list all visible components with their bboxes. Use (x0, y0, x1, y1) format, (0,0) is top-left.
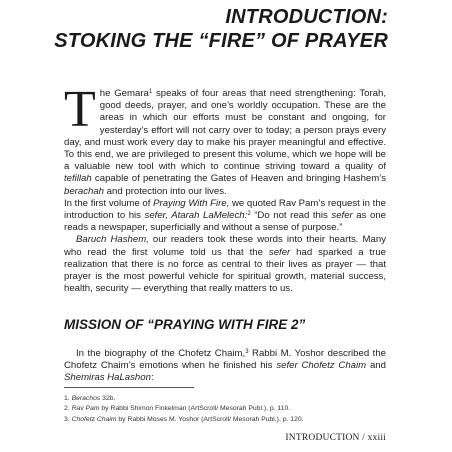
chapter-title-line-2: STOKING THE “FIRE” OF PRAYER (54, 30, 388, 52)
italic-term: tefillah (64, 173, 92, 185)
footnote-ref[interactable]: 1 (148, 89, 153, 95)
text-run: our readers took these words into their hearts. Many who read the first volume told us that the (64, 234, 386, 258)
italic-term: sefer (331, 210, 353, 222)
italic-term: sefer (268, 246, 291, 258)
footnote-title: Rav Pam (71, 405, 100, 413)
drop-cap: T (64, 81, 96, 138)
section-heading: MISSION OF “PRAYING WITH FIRE 2” (64, 317, 306, 332)
chapter-title (54, 5, 388, 53)
intro-paragraph-2 (64, 198, 386, 235)
text-run: he Gemara (99, 88, 149, 99)
intro-paragraph-1 (64, 81, 386, 198)
footnote-text: by Rabbi Shimon Finkelman (ArtScroll/ Mesorah Publ.), p. 110. (99, 405, 291, 413)
footnote-title: Chofetz Chaim (71, 415, 117, 423)
text-run: In the biography of the Chofetz Chaim, (76, 347, 246, 359)
text-run: : (150, 372, 154, 383)
footnote-title: Berachos (71, 395, 101, 402)
footnote-ref[interactable]: 3 (245, 348, 249, 355)
footnote-text: 32b. (100, 395, 116, 402)
section-paragraph (64, 348, 386, 385)
text-run: as one reads a newspaper, superficially and without a sense of purpose.” (64, 210, 386, 234)
italic-term: Baruch Hashem, (76, 234, 149, 246)
italic-term: berachah (64, 185, 105, 197)
footnote-item (64, 404, 386, 414)
text-run: and (366, 359, 386, 371)
text-run: had sparked a true realization that there is no force as central to their lives as prayer — that prayer is the most powerful vehicle for spiritual growth, material success, health, security — everything that really matters to us. (64, 246, 387, 295)
footnotes (64, 394, 386, 425)
italic-term: Shemiras HaLashon (64, 372, 151, 383)
text-run: In the first volume of (64, 197, 154, 209)
text-run: speaks of four areas that need strengthening: Torah, good deeds, prayer, and one’s worldly occupation. These are the areas in which our efforts must be constant and ongoing, for yesterday’s effort will not carry over to today; a person prays every day, and must work every day to make his prayer meaningful and effective. To this end, we are privileged to present this volume, which we hope will be a valuable new tool with which to continue striving toward a quality of (64, 88, 386, 173)
footnote-number: 3. (64, 415, 72, 423)
text-run: we quoted Rav Pam’s request in the introduction to his (64, 197, 386, 222)
footnote-item (64, 394, 386, 404)
intro-body (64, 81, 387, 295)
text-run: “Do not read this (250, 210, 332, 222)
text-run: and protection into our lives. (104, 185, 227, 197)
text-run: Rabbi M. Yoshor described the Chofetz Chaim’s emotions when he finished his (64, 347, 386, 371)
italic-term: sefer Chofetz Chaim (276, 359, 367, 371)
footnote-number: 1. (64, 395, 72, 402)
footnote-ref[interactable]: 2 (247, 211, 251, 218)
footnote-text: by Rabbi Moses M. Yoshor (ArtScroll/ Mesorah Publ.), p. 120. (116, 415, 304, 423)
running-footer: INTRODUCTION / xxiii (285, 433, 386, 443)
italic-term: sefer, Atarah LaMelech: (144, 210, 248, 222)
intro-paragraph-3 (64, 234, 386, 295)
footnote-number: 2. (64, 405, 72, 413)
italic-term: Praying With Fire, (153, 197, 230, 209)
chapter-title-line-1: INTRODUCTION: (225, 6, 388, 28)
footnote-item (64, 415, 386, 425)
text-run: capable of penetrating the Gates of Heaven and bringing Hashem’s (91, 173, 386, 185)
footnote-divider (64, 387, 194, 388)
